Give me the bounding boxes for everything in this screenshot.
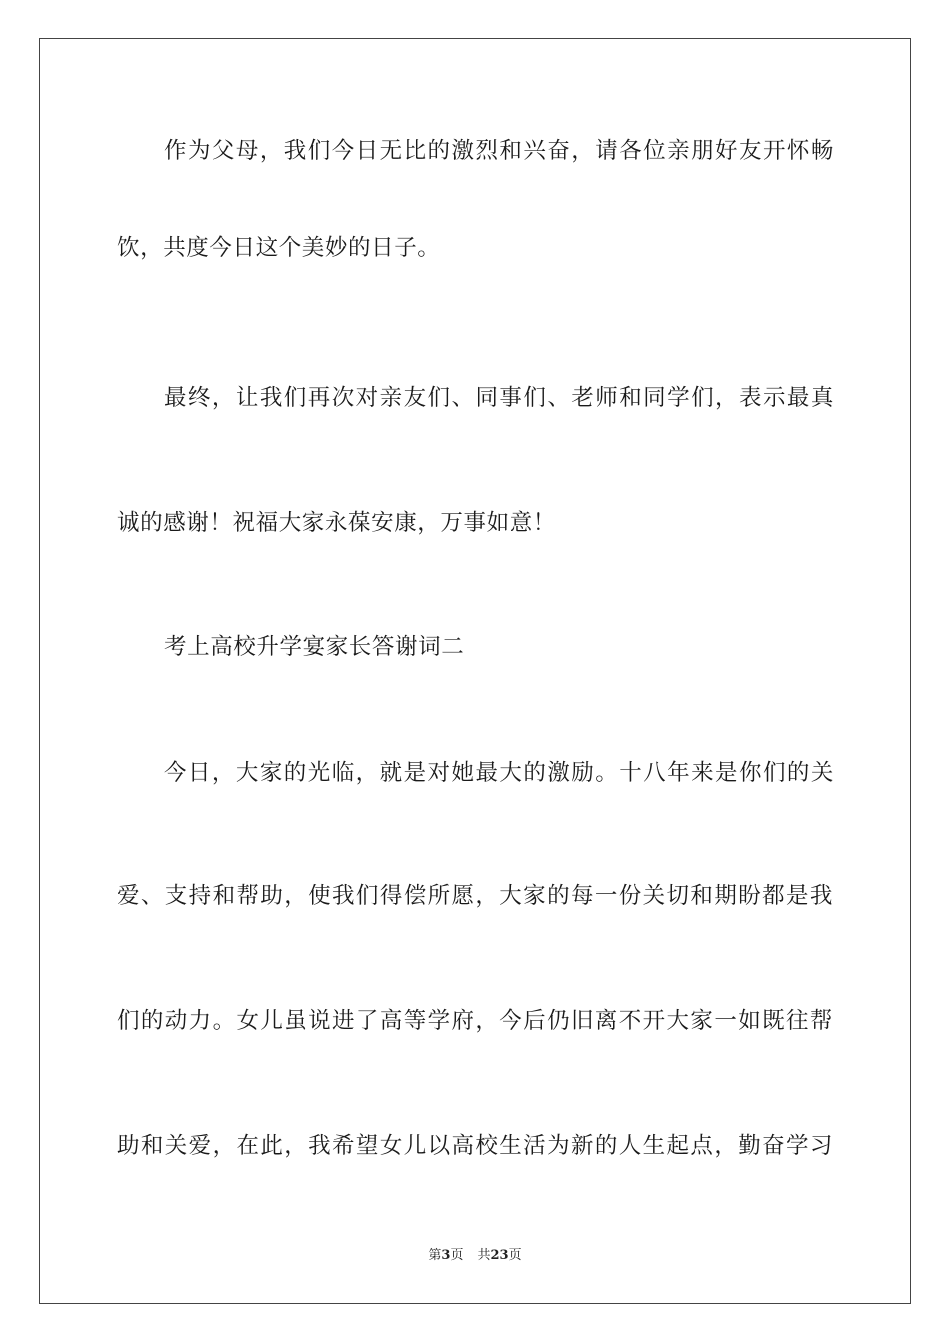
paragraph-line: 助和关爱，在此，我希望女儿以高校生活为新的人生起点，勤奋学习	[117, 1133, 833, 1159]
paragraph-line: 爱、支持和帮助，使我们得偿所愿，大家的每一份关切和期盼都是我	[117, 883, 833, 909]
paragraph-line: 今日，大家的光临，就是对她最大的激励。十八年来是你们的关	[164, 760, 834, 786]
page-border	[39, 38, 911, 1304]
page-suffix: 页	[450, 1248, 464, 1263]
paragraph-line: 作为父母，我们今日无比的激烈和兴奋，请各位亲朋好友开怀畅	[164, 138, 834, 164]
paragraph-line: 们的动力。女儿虽说进了高等学府，今后仍旧离不开大家一如既往帮	[117, 1008, 833, 1034]
page-footer	[0, 1247, 950, 1265]
page-prefix: 第	[428, 1248, 442, 1263]
paragraph-line: 最终，让我们再次对亲友们、同事们、老师和同学们，表示最真	[164, 385, 834, 411]
total-prefix: 共	[477, 1248, 491, 1263]
paragraph-line: 饮，共度今日这个美妙的日子。	[117, 235, 441, 261]
page-current: 3	[441, 1248, 451, 1263]
paragraph-line: 诚的感谢！祝福大家永葆安康，万事如意！	[117, 510, 556, 536]
total-suffix: 页	[508, 1248, 522, 1263]
section-heading: 考上高校升学宴家长答谢词二	[164, 634, 465, 660]
page-total: 23	[490, 1248, 509, 1263]
